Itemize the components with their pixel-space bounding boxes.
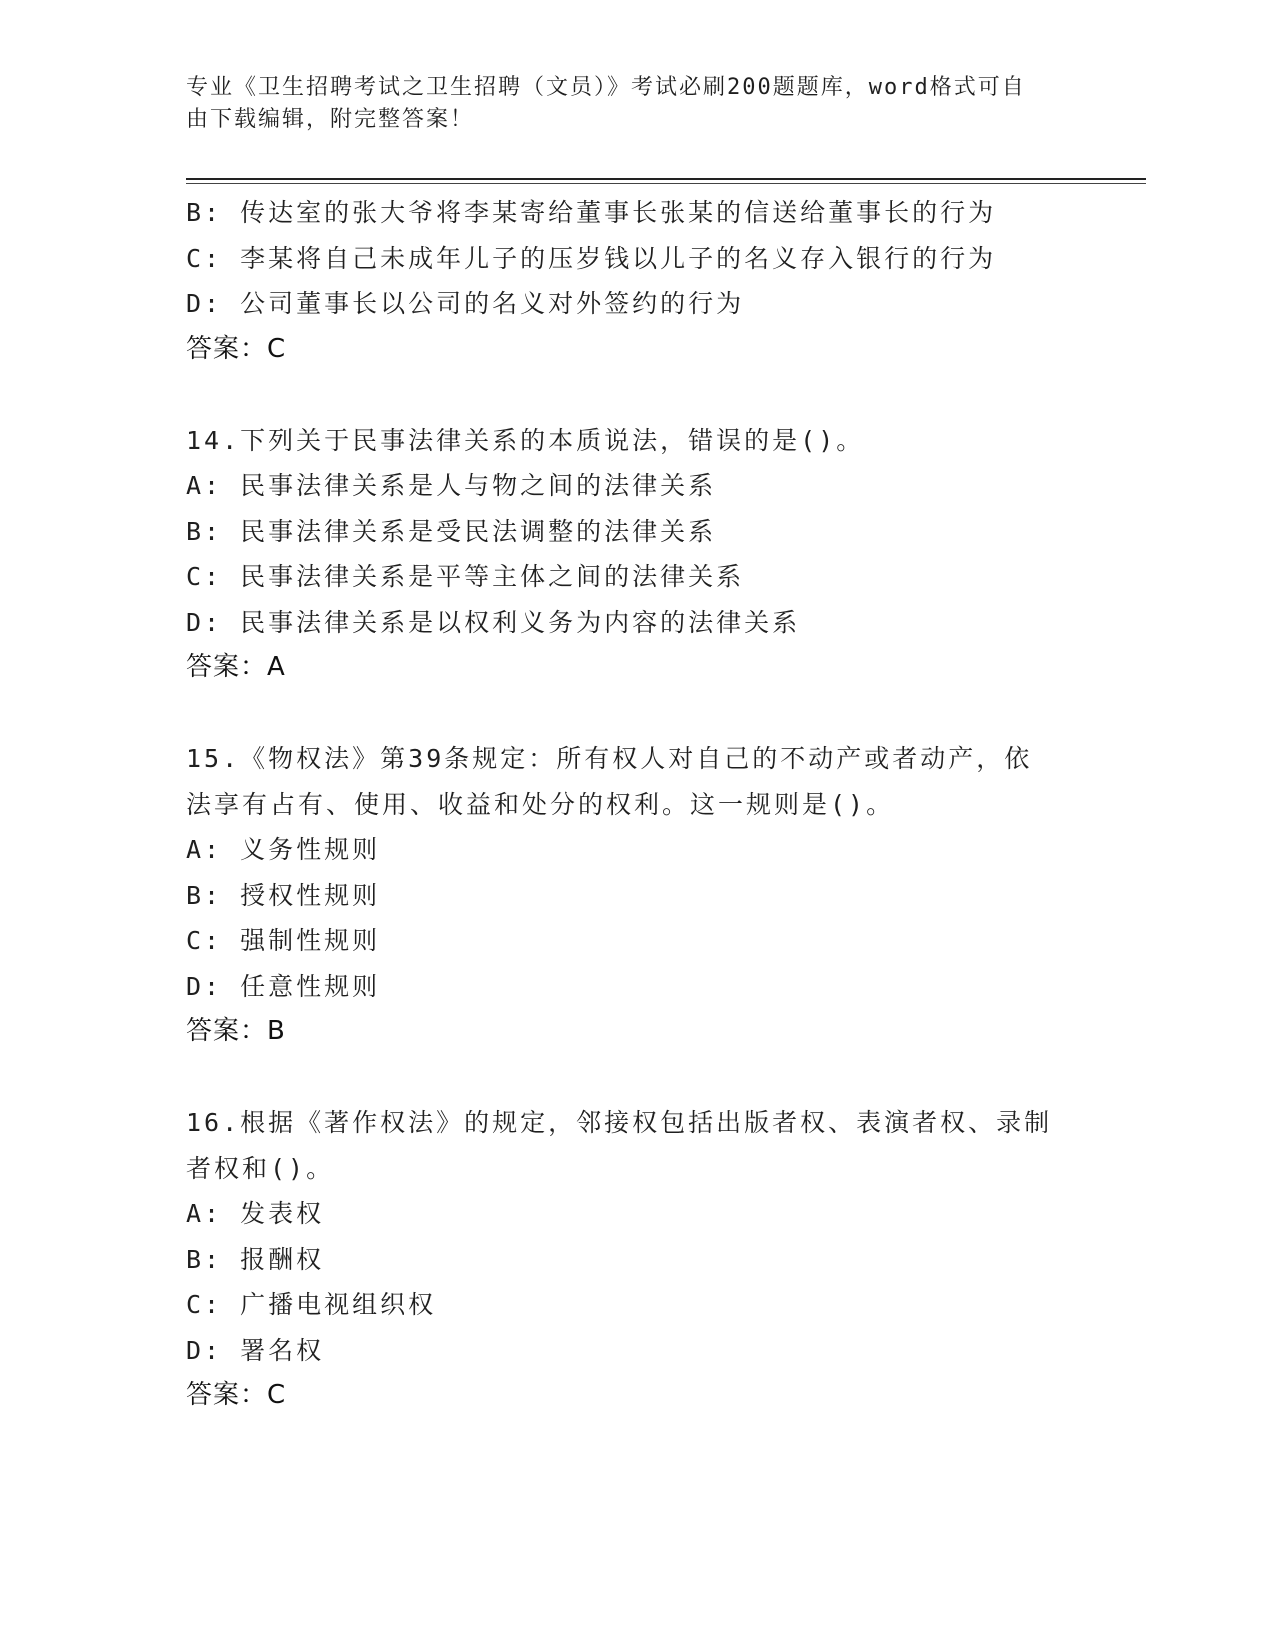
q16-option-c: C: 广播电视组织权 — [186, 1290, 437, 1319]
question-13-tail — [186, 190, 1086, 372]
q15-option-d: D: 任意性规则 — [186, 971, 381, 1001]
q16-option-d: D: 署名权 — [186, 1335, 325, 1365]
q15-stem-line-2: 法享有占有、使用、收益和处分的权利。这一规则是()。 — [186, 789, 895, 819]
q13-answer: 答案：C — [186, 333, 287, 364]
q13-option-d: D: 公司董事长以公司的名义对外签约的行为 — [186, 289, 745, 318]
q15-option-a: A: 义务性规则 — [186, 835, 381, 864]
spacer — [186, 691, 1086, 737]
q14-option-b: B: 民事法律关系是受民法调整的法律关系 — [186, 516, 717, 546]
q14-option-c: C: 民事法律关系是平等主体之间的法律关系 — [186, 562, 745, 591]
q16-stem-line-2: 者权和()。 — [186, 1153, 335, 1183]
q15-answer: 答案：B — [186, 1016, 286, 1046]
header-line-2: 由下载编辑，附完整答案！ — [186, 107, 475, 132]
q14-option-a: A: 民事法律关系是人与物之间的法律关系 — [186, 471, 717, 500]
q16-answer: 答案：C — [186, 1380, 287, 1410]
q16-stem-line-1: 16.根据《著作权法》的规定，邻接权包括出版者权、表演者权、录制 — [186, 1108, 1053, 1137]
q15-option-c: C: 强制性规则 — [186, 926, 381, 955]
q15-stem-line-1: 15.《物权法》第39条规定：所有权人对自己的不动产或者动产，依 — [186, 744, 1033, 773]
q15-option-b: B: 授权性规则 — [186, 880, 381, 910]
header-divider-thick — [186, 178, 1146, 180]
q13-option-c: C: 李某将自己未成年儿子的压岁钱以儿子的名义存入银行的行为 — [186, 243, 997, 273]
q16-option-b: B: 报酬权 — [186, 1244, 325, 1274]
question-list — [186, 190, 1086, 1419]
spacer — [186, 372, 1086, 418]
question-16 — [186, 1100, 1086, 1419]
spacer — [186, 1055, 1086, 1101]
q14-option-d: D: 民事法律关系是以权利义务为内容的法律关系 — [186, 607, 801, 637]
question-14 — [186, 418, 1086, 691]
q16-option-a: A: 发表权 — [186, 1199, 325, 1228]
q14-stem: 14.下列关于民事法律关系的本质说法，错误的是()。 — [186, 425, 865, 455]
question-15 — [186, 736, 1086, 1055]
q13-option-b: B: 传达室的张大爷将李某寄给董事长张某的信送给董事长的行为 — [186, 198, 997, 227]
q14-answer: 答案：A — [186, 652, 286, 682]
header-line-1: 专业《卫生招聘考试之卫生招聘（文员）》考试必刷200题题库，word格式可自 — [186, 75, 1026, 100]
document-header — [186, 72, 1066, 136]
header-divider-thin — [186, 183, 1146, 184]
